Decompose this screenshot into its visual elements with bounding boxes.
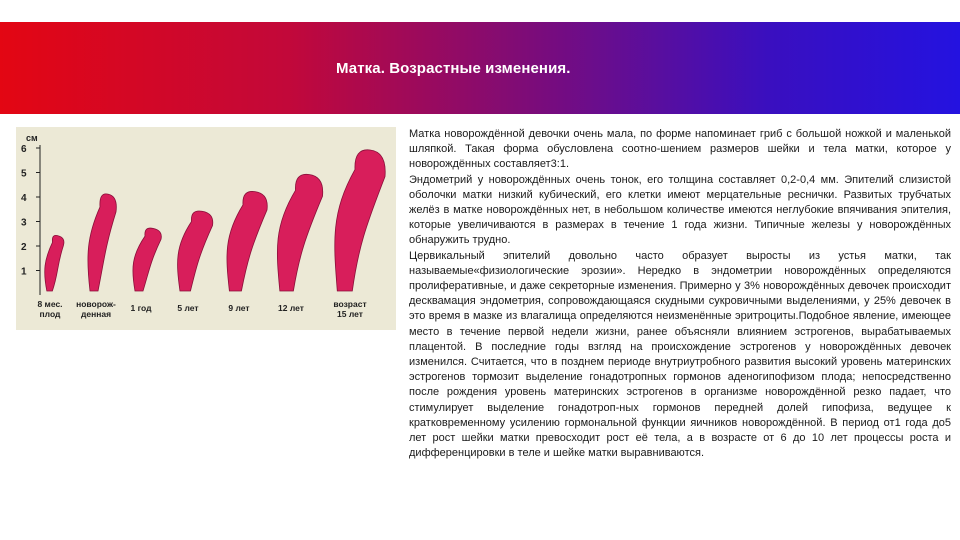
uterus-shape [277,174,322,291]
tick-label: 3 [21,217,27,229]
stage-label: 12 лет [278,303,304,313]
tick-label: 5 [21,168,27,180]
stage-label: денная [80,309,112,319]
stage-label: возраст [333,299,367,309]
stage-label: 9 лет [228,303,250,313]
stage-label: 5 лет [177,303,199,313]
tick-label: 4 [21,193,27,204]
unit-label: см [26,133,38,143]
uterus-shape [88,194,116,291]
paragraph-3: Цервикальный эпителий довольно часто образует выросты из устья матки, так называемые«физиологические эрозии». Нередко в эндометрии новорождённых определяются пролиферативные, и даже секреторные изменения. Примерно у 3% новорождённых девочек происходит десквамация эндометрия, сопровождающаяся скудными сукровичными выделениями, у 25% девочек в это время в мазке из влагалища определяются неизменённые эритроциты.Подобное явление, имеющее место в течение первой недели жизни, ранее объясняли влиянием эстрогенов, вырабатываемых плацентой. В последние годы взгляд на происхождение эстрогенов у новорождённых девочек изменился. Считается, что в позднем периоде внутриутробного развития высокий уровень материнских эстрогенов тормозит выделение гонадотропных гормонов аденогипофизом плода; непосредственно после рождения уровень материнских эстрогенов в организме новорождённой резко падает, что стимулирует выделение гонадотроп-ных гормонов передней долей гипофиза, ведущее к кратковременному усилению гормональной функции яичников новорождённой. В период от1 года до5 лет рост шейки матки превосходит рост её тела, а в возрасте от 6 до 10 лет процессы роста и дифференцировки в теле и шейке матки выравниваются. [409,249,951,460]
paragraph-2: Эндометрий у новорождённых очень тонок, его толщина составляет 0,2-0,4 мм. Эпителий слизистой оболочки матки низкий кубический, его клетки имеют мерцательные реснички. Развитых трубчатых желёз в матке новорождённых нет, в небольшом количестве имеются неглубокие впячивания эпителия, которые увеличиваются в размерах в течение 1 года жизни. Типичные железы у новорождённых обнаружить трудно. [409,173,951,247]
stage-label: новорож- [76,299,116,309]
uterus-shape [178,211,213,291]
tick-label: 2 [21,242,27,253]
figure-canvas [16,127,396,330]
stage-label: 8 мес. [37,299,63,309]
uterus-shape [133,228,161,291]
tick-label: 6 [21,144,27,155]
stage-label: 1 год [130,303,152,313]
uterus-shape [335,150,385,291]
stage-label: 15 лет [337,309,363,319]
uterus-shape [45,235,64,291]
article-text [409,127,951,461]
stage-label: плод [39,309,61,319]
tick-label: 1 [21,266,27,278]
uterus-shape [227,191,267,291]
paragraph-1: Матка новорождённой девочки очень мала, по форме напоминает гриб с большой ножкой и маленькой шляпкой. Такая форма обусловлена соотно-шением размеров шейки и тела матки, которое у новорождённых составляет3:1. [409,128,951,171]
slide-title: Матка. Возрастные изменения. [336,60,571,77]
uterus-growth-figure [16,127,396,330]
